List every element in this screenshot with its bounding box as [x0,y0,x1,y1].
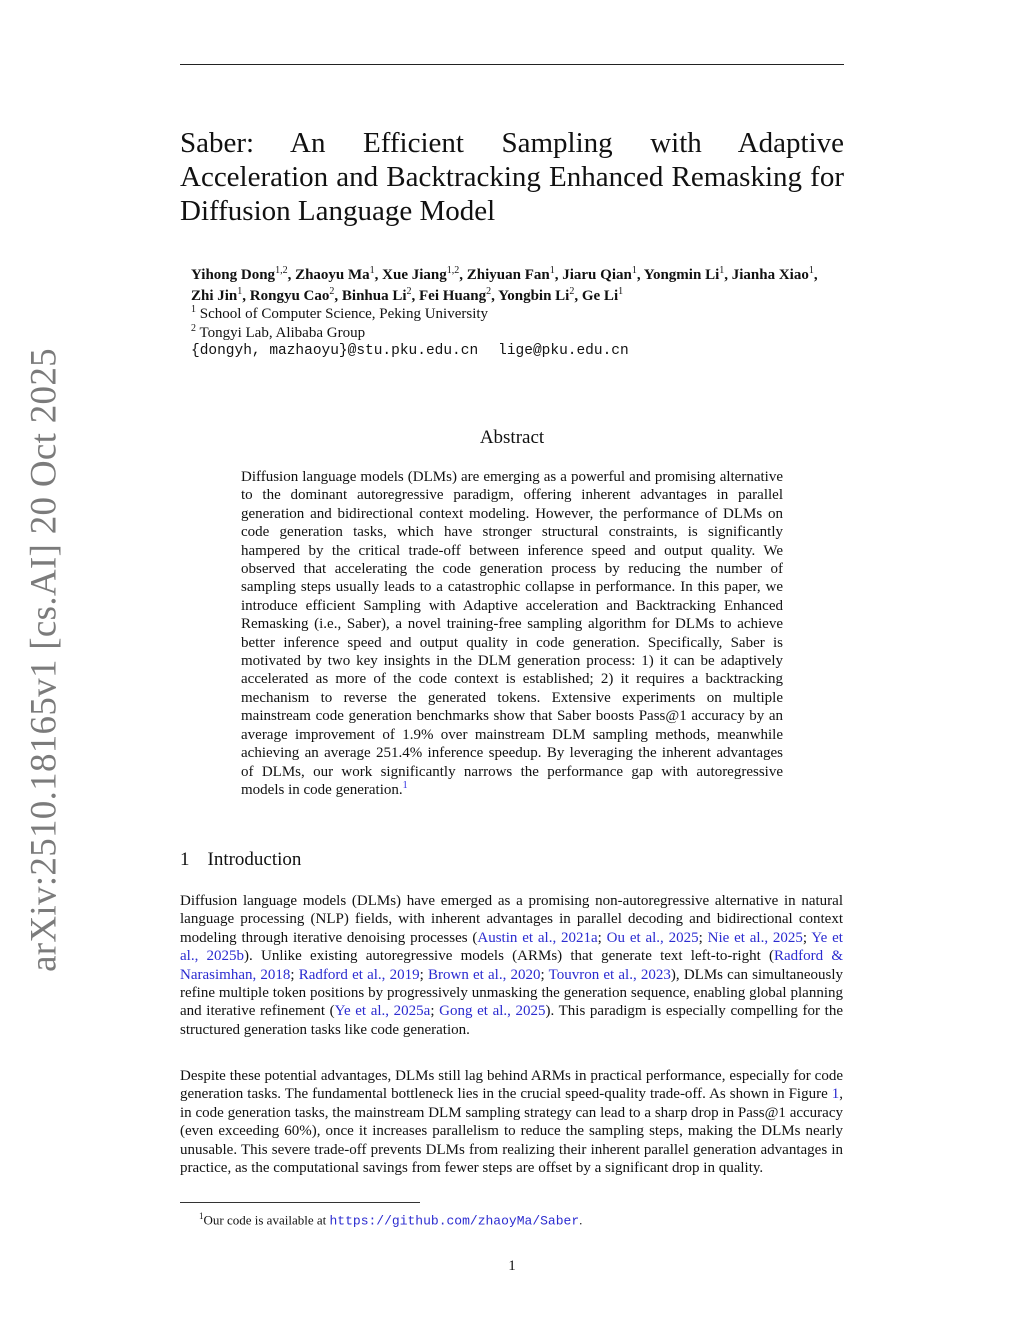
author-name: Zhiyuan Fan [466,267,550,283]
author-affiliation-mark: 1,2 [275,265,288,276]
author-name: Yihong Dong [191,267,276,283]
citation-link[interactable]: Ou et al., 2025 [606,929,699,946]
author-affiliation-mark: 2 [569,286,575,297]
author-list: Yihong Dong$^{1,2}$, Zhaoyu Ma$^1$, Xue Jiang$^{1,2}$, Zhiyuan Fan$^1$, Jiaru Qian$^1$, Yongmin Li$^1$, Jianha Xiao$^1$, Zhi Jin$^1$, Rongyu Cao$^2$, Binhua Li$^2$, Fei Huang$^2$, Yongbin Li$^2$, Ge Li$^1$ [191,265,818,304]
abstract-body [241,468,783,799]
author-affiliation-mark: 1,2 [446,265,460,276]
paper-title: Saber: An Efficient Sampling with Adaptive Acceleration and Backtracking Enhanced Remasking for Diffusion Language Model [180,127,844,227]
author-affiliation-mark: 2 [406,286,412,297]
citation-link[interactable]: Ye et al., 2025b [180,929,843,965]
author-affiliation-mark: 1 [808,265,814,276]
author-name: Binhua Li [341,288,407,304]
intro-paragraph-1: Diffusion language models (DLMs) have emerged as a promising non-autoregressive alternative in natural language processing (NLP) fields, with inherent advantages in parallel decoding and bidirectional context modeling through iterative denoising processes (Austin et al., 2021a; Ou et al., 2025; Nie et al., 2025; Ye et al., 2025b). Unlike existing autoregressive models (ARMs) that generate text left-to-right (Radford & Narasimhan, 2018; Radford et al., 2019; Brown et al., 2020; Touvron et al., 2023), DLMs can simultaneously refine multiple token positions by progressively unmasking the generation sequence, enabling global planning and iterative refinement (Ye et al., 2025a; Gong et al., 2025). This paradigm is especially compelling for the structured generation tasks like code generation. [180,893,844,1038]
author-name: Zhi Jin [191,288,238,304]
citation-link[interactable]: 1 [831,1086,840,1103]
author-affiliation-mark: 1 [549,265,555,276]
citation-link[interactable]: Touvron et al., 2023 [548,966,671,983]
citation-link[interactable]: Radford et al., 2019 [298,966,420,983]
email-secondary[interactable]: lige@pku.edu.cn [498,343,629,359]
footnote-rule [180,1202,420,1203]
code-repo-link[interactable]: https://github.com/zhaoyMa/Saber [329,1213,580,1229]
citation-link[interactable]: Austin et al., 2021a [477,929,598,946]
author-name: Xue Jiang [382,267,447,283]
author-name: Rongyu Cao [249,288,330,304]
author-name: Ge Li [581,288,619,304]
author-name: Zhaoyu Ma [295,267,370,283]
abstract-footnote-link[interactable]: 1 [402,779,408,791]
intro-paragraph-2: Despite these potential advantages, DLMs still lag behind ARMs in practical performance, especially for code generation tasks. The fundamental bottleneck lies in the crucial speed-quality trade-off. As shown in Figure 1, in code generation tasks, the mainstream DLM sampling strategy can lead to a sharp drop in Pass@1 accuracy (even exceeding 60%), once it increases parallelism to reduce the sampling steps, making the DLMs nearly unusable. This severe trade-off prevents DLMs from realizing their inherent parallel generation advantages in practice, as the computational savings from fewer steps are offset by a significant drop in quality. [180,1068,843,1177]
section-number: 1 [180,849,190,870]
abstract-heading: Abstract [479,427,545,448]
footnote: $^1$Our code is available at https://github.com/zhaoyMa/Saber. [199,1211,583,1229]
section-heading [180,849,301,871]
citation-link[interactable]: Ye et al., 2025a [334,1003,431,1020]
affiliation-2: $^2$ Tongyi Lab, Alibaba Group [191,323,366,341]
top-rule [180,64,844,65]
author-name: Yongbin Li [498,288,570,304]
page-number: 1 [508,1258,516,1274]
citation-link[interactable]: Brown et al., 2020 [427,966,541,983]
author-affiliation-mark: 1 [618,286,624,297]
author-name: Fei Huang [419,288,487,304]
author-name: Yongmin Li [643,267,720,283]
author-affiliation-mark: 1 [369,265,375,276]
affiliation-1: $^1$ School of Computer Science, Peking University [191,304,489,322]
citation-link[interactable]: Gong et al., 2025 [439,1003,546,1020]
author-affiliation-mark: 2 [486,286,492,297]
author-affiliation-mark: 1 [237,286,243,297]
arxiv-identifier: arXiv:2510.18165v1 [cs.AI] 20 Oct 2025 [23,348,65,972]
author-affiliation-mark: 1 [631,265,637,276]
section-title: Introduction [207,849,302,870]
citation-link[interactable]: Nie et al., 2025 [707,929,803,946]
email-line [191,343,649,359]
citation-link[interactable]: Radford & Narasimhan, 2018 [180,948,844,983]
abstract-text: Diffusion language models (DLMs) are emerging as a powerful and promising alternative to the dominant autoregressive paradigm, offering inherent advantages in parallel generation and bidirectional context modeling. However, the performance of DLMs on code generation tasks, which have stronger structural constraints, is significantly hampered by the critical trade-off between inference speed and output quality. We observed that accelerating the code generation process by reducing the number of sampling steps usually leads to a catastrophic collapse in performance. In this paper, we introduce efficient Sampling with Adaptive acceleration and Backtracking Enhanced Remasking (i.e., Saber), a novel training-free sampling algorithm for DLMs to achieve better inference speed and output quality in code generation. Specifically, Saber is motivated by two key insights in the DLM generation process: 1) it can be adaptively accelerated as more of the code context is established; 2) it requires a backtracking mechanism to reverse the generated tokens. Extensive experiments on multiple mainstream code generation benchmarks show that Saber boosts Pass@1 accuracy by an average improvement of 1.9% over mainstream DLM sampling methods, meanwhile achieving an average 251.4% inference speedup. By leveraging the inherent advantages of DLMs, our work significantly narrows the performance gap with autoregressive models in code generation. [241,469,783,798]
email-primary[interactable]: {dongyh, mazhaoyu}@stu.pku.edu.cn [191,343,479,359]
author-name: Jianha Xiao [731,267,809,283]
author-affiliation-mark: 2 [329,286,335,297]
arxiv-sidebar [0,0,80,1325]
author-name: Jiaru Qian [562,267,632,283]
author-affiliation-mark: 1 [719,265,725,276]
